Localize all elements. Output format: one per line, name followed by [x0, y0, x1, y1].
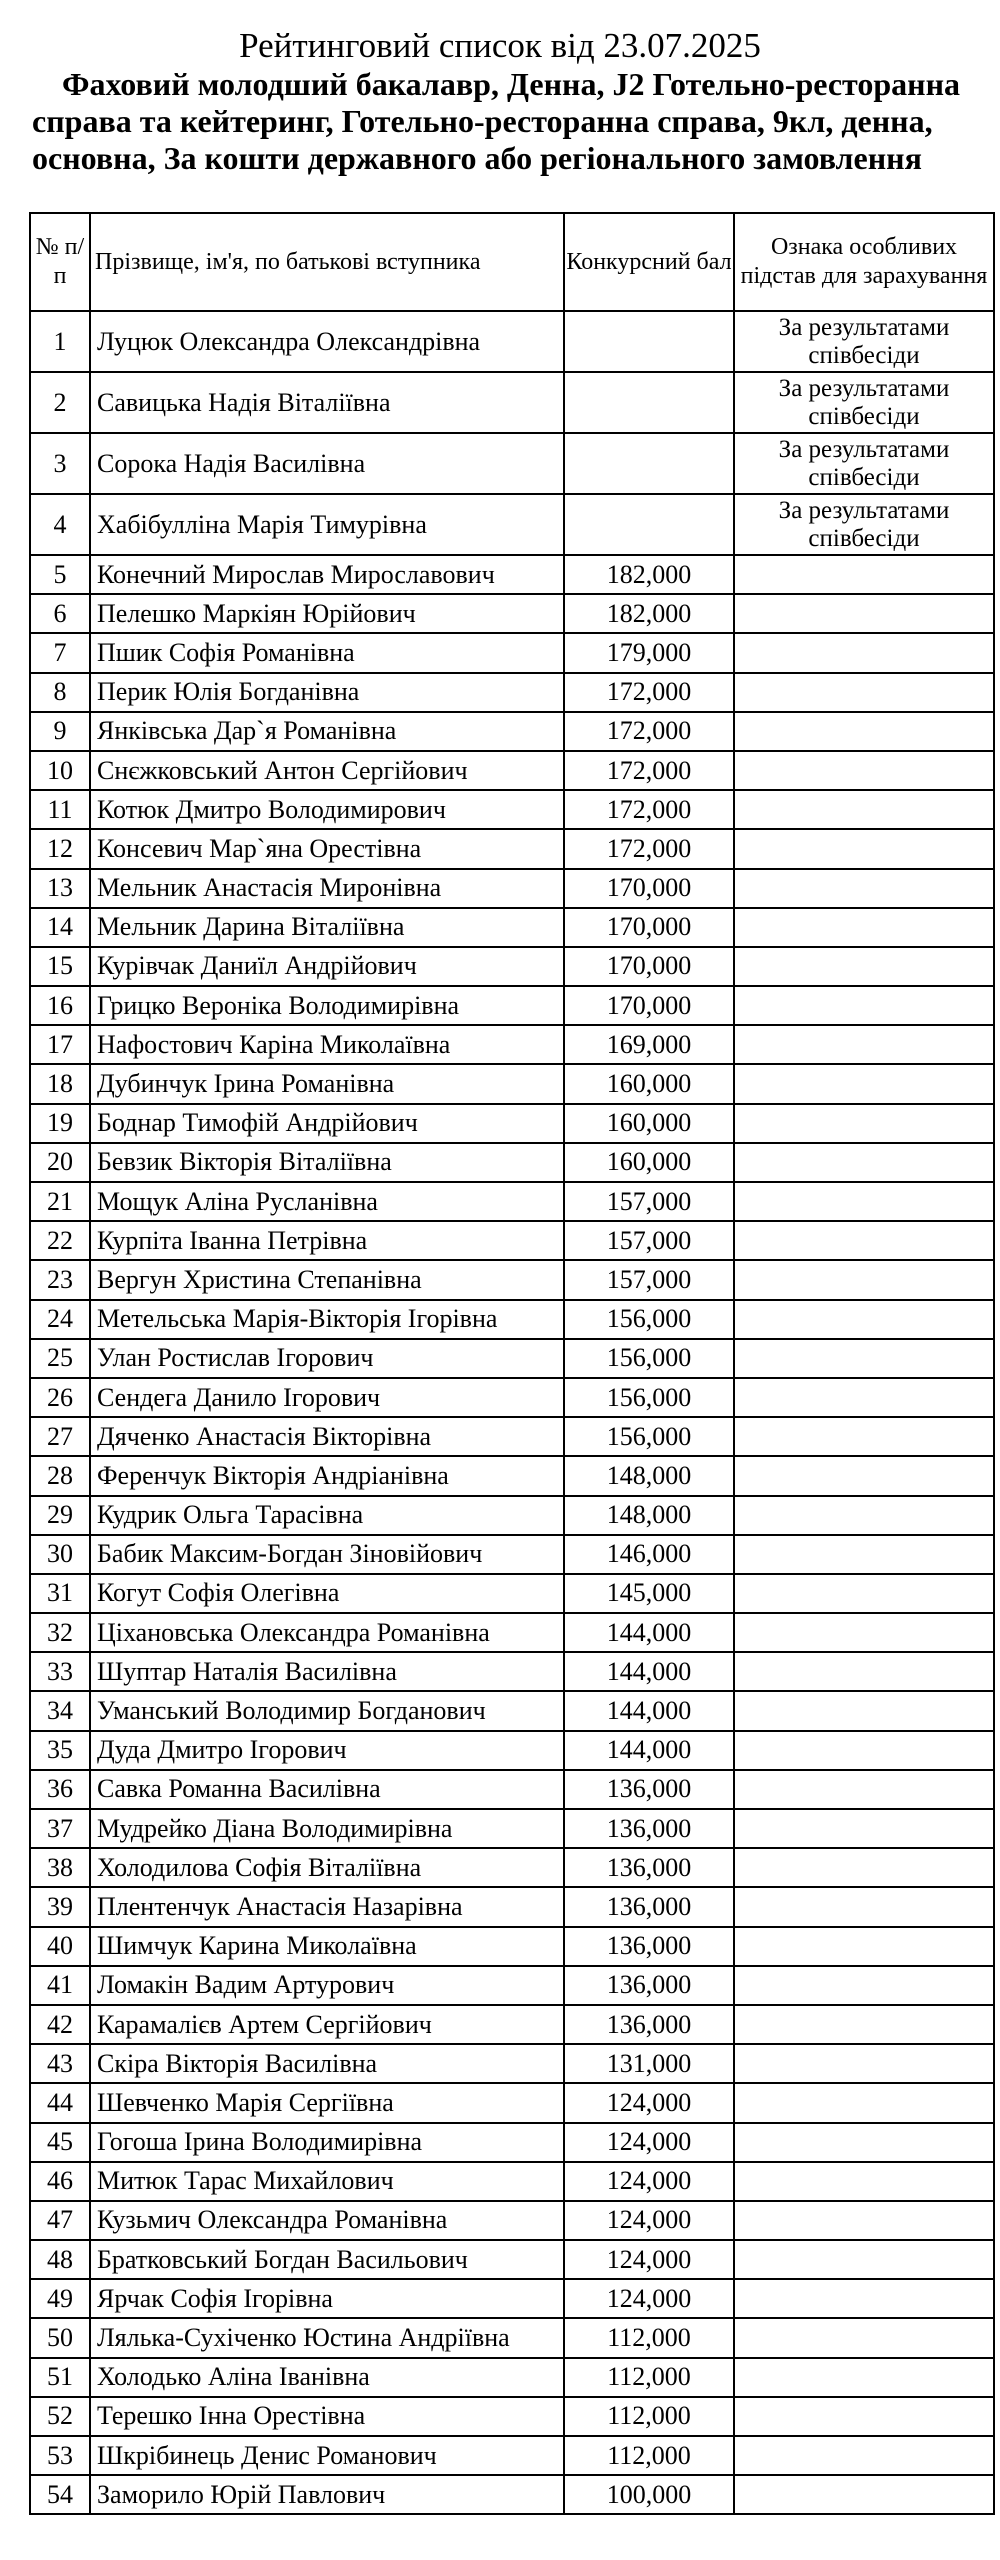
row-number: 24: [30, 1300, 90, 1339]
competition-score: 169,000: [564, 1025, 734, 1064]
row-number: 8: [30, 673, 90, 712]
row-number: 20: [30, 1143, 90, 1182]
special-grounds: [734, 1613, 994, 1652]
special-grounds: [734, 2279, 994, 2318]
table-row: [30, 555, 994, 594]
applicant-name: Карамалієв Артем Сергійович: [90, 2005, 564, 2044]
row-number: 35: [30, 1731, 90, 1770]
special-grounds: [734, 1574, 994, 1613]
competition-score: 170,000: [564, 869, 734, 908]
row-number: 32: [30, 1613, 90, 1652]
row-number: 28: [30, 1456, 90, 1495]
table-row: [30, 2358, 994, 2397]
table-row: [30, 1260, 994, 1299]
table-row: [30, 673, 994, 712]
applicant-name: Шевченко Марія Сергіївна: [90, 2083, 564, 2122]
table-row: [30, 2005, 994, 2044]
special-grounds: [734, 947, 994, 986]
ranking-table: [29, 212, 995, 2515]
row-number: 36: [30, 1770, 90, 1809]
applicant-name: Братковський Богдан Васильович: [90, 2240, 564, 2279]
row-number: 10: [30, 751, 90, 790]
table-row: [30, 1770, 994, 1809]
competition-score: 136,000: [564, 1848, 734, 1887]
applicant-name: Шкрібинець Денис Романович: [90, 2436, 564, 2475]
table-row: [30, 790, 994, 829]
special-grounds: [734, 1300, 994, 1339]
competition-score: 179,000: [564, 633, 734, 672]
applicant-name: Мельник Дарина Віталіївна: [90, 908, 564, 947]
table-row: [30, 2201, 994, 2240]
date-line: Рейтинговий список від 23.07.2025: [239, 26, 761, 65]
competition-score: 144,000: [564, 1613, 734, 1652]
table-row: [30, 1848, 994, 1887]
applicant-name: Перик Юлія Богданівна: [90, 673, 564, 712]
special-grounds: [734, 1417, 994, 1456]
special-grounds: [734, 1848, 994, 1887]
applicant-name: Шуптар Наталія Василівна: [90, 1652, 564, 1691]
special-grounds: [734, 1378, 994, 1417]
row-number: 33: [30, 1652, 90, 1691]
table-row: [30, 1182, 994, 1221]
competition-score: 124,000: [564, 2279, 734, 2318]
applicant-name: Метельська Марія-Вікторія Ігорівна: [90, 1300, 564, 1339]
row-number: 6: [30, 594, 90, 633]
row-number: 26: [30, 1378, 90, 1417]
special-grounds: [734, 1887, 994, 1926]
applicant-name: Нафостович Каріна Миколаївна: [90, 1025, 564, 1064]
competition-score: 145,000: [564, 1574, 734, 1613]
competition-score: 136,000: [564, 1770, 734, 1809]
table-body: [30, 311, 994, 2514]
competition-score: 148,000: [564, 1496, 734, 1535]
applicant-name: Курпіта Іванна Петрівна: [90, 1221, 564, 1260]
row-number: 50: [30, 2318, 90, 2357]
special-grounds: [734, 829, 994, 868]
row-number: 52: [30, 2397, 90, 2436]
competition-score: 156,000: [564, 1300, 734, 1339]
row-number: 16: [30, 986, 90, 1025]
competition-score: 124,000: [564, 2123, 734, 2162]
applicant-name: Грицко Вероніка Володимирівна: [90, 986, 564, 1025]
applicant-name: Савка Романна Василівна: [90, 1770, 564, 1809]
competition-score: 160,000: [564, 1064, 734, 1103]
table-row: [30, 2083, 994, 2122]
table-row: [30, 1496, 994, 1535]
row-number: 13: [30, 869, 90, 908]
header-number: № п/п: [30, 213, 90, 311]
applicant-name: Улан Ростислав Ігорович: [90, 1339, 564, 1378]
special-grounds: [734, 1025, 994, 1064]
special-grounds: [734, 2240, 994, 2279]
table-row: [30, 1652, 994, 1691]
row-number: 9: [30, 712, 90, 751]
applicant-name: Лялька-Сухіченко Юстина Андріївна: [90, 2318, 564, 2357]
competition-score: 131,000: [564, 2044, 734, 2083]
row-number: 7: [30, 633, 90, 672]
table-row: [30, 1613, 994, 1652]
special-grounds: [734, 1221, 994, 1260]
row-number: 19: [30, 1104, 90, 1143]
competition-score: 148,000: [564, 1456, 734, 1495]
special-grounds: [734, 2318, 994, 2357]
special-grounds: [734, 1535, 994, 1574]
row-number: 38: [30, 1848, 90, 1887]
row-number: 41: [30, 1966, 90, 2005]
competition-score: 170,000: [564, 947, 734, 986]
applicant-name: Консевич Мар`яна Орестівна: [90, 829, 564, 868]
competition-score: 182,000: [564, 555, 734, 594]
table-row: [30, 1339, 994, 1378]
row-number: 31: [30, 1574, 90, 1613]
applicant-name: Уманський Володимир Богданович: [90, 1691, 564, 1730]
applicant-name: Хабібулліна Марія Тимурівна: [90, 494, 564, 555]
table-row: [30, 908, 994, 947]
table-row: [30, 1809, 994, 1848]
competition-score: 136,000: [564, 1887, 734, 1926]
table-row: [30, 2240, 994, 2279]
applicant-name: Холодько Аліна Іванівна: [90, 2358, 564, 2397]
applicant-name: Мельник Анастасія Миронівна: [90, 869, 564, 908]
header-name: Прізвище, ім'я, по батькові вступника: [90, 213, 564, 311]
table-row: [30, 1104, 994, 1143]
row-number: 25: [30, 1339, 90, 1378]
row-number: 54: [30, 2475, 90, 2514]
table-row: [30, 1731, 994, 1770]
row-number: 17: [30, 1025, 90, 1064]
row-number: 14: [30, 908, 90, 947]
special-grounds: [734, 2436, 994, 2475]
special-grounds: [734, 2083, 994, 2122]
competition-score: 172,000: [564, 829, 734, 868]
special-grounds: [734, 1770, 994, 1809]
table-row: [30, 633, 994, 672]
table-row: [30, 494, 994, 555]
competition-score: [564, 311, 734, 372]
table-row: [30, 986, 994, 1025]
row-number: 48: [30, 2240, 90, 2279]
applicant-name: Сорока Надія Василівна: [90, 433, 564, 494]
competition-score: 170,000: [564, 986, 734, 1025]
applicant-name: Шимчук Карина Миколаївна: [90, 1927, 564, 1966]
applicant-name: Ціхановська Олександра Романівна: [90, 1613, 564, 1652]
applicant-name: Дяченко Анастасія Вікторівна: [90, 1417, 564, 1456]
competition-score: 136,000: [564, 1809, 734, 1848]
competition-score: 170,000: [564, 908, 734, 947]
table-row: [30, 947, 994, 986]
table-row: [30, 751, 994, 790]
applicant-name: Бабик Максим-Богдан Зіновійович: [90, 1535, 564, 1574]
table-row: [30, 311, 994, 372]
applicant-name: Вергун Христина Степанівна: [90, 1260, 564, 1299]
applicant-name: Ференчук Вікторія Андріанівна: [90, 1456, 564, 1495]
special-grounds: [734, 2123, 994, 2162]
row-number: 21: [30, 1182, 90, 1221]
competition-score: 156,000: [564, 1417, 734, 1456]
competition-score: 124,000: [564, 2240, 734, 2279]
applicant-name: Курівчак Даниїл Андрійович: [90, 947, 564, 986]
table-row: [30, 372, 994, 433]
table-row: [30, 1574, 994, 1613]
row-number: 37: [30, 1809, 90, 1848]
row-number: 22: [30, 1221, 90, 1260]
applicant-name: Митюк Тарас Михайлович: [90, 2162, 564, 2201]
row-number: 34: [30, 1691, 90, 1730]
competition-score: 112,000: [564, 2397, 734, 2436]
special-grounds: [734, 1809, 994, 1848]
applicant-name: Гогоша Ірина Володимирівна: [90, 2123, 564, 2162]
table-row: [30, 1887, 994, 1926]
row-number: 44: [30, 2083, 90, 2122]
applicant-name: Терешко Інна Орестівна: [90, 2397, 564, 2436]
applicant-name: Савицька Надія Віталіївна: [90, 372, 564, 433]
table-row: [30, 1966, 994, 2005]
applicant-name: Ломакін Вадим Артурович: [90, 1966, 564, 2005]
applicant-name: Холодилова Софія Віталіївна: [90, 1848, 564, 1887]
special-grounds: [734, 594, 994, 633]
applicant-name: Ярчак Софія Ігорівна: [90, 2279, 564, 2318]
special-grounds: [734, 2044, 994, 2083]
special-grounds: [734, 1260, 994, 1299]
competition-score: 144,000: [564, 1652, 734, 1691]
row-number: 1: [30, 311, 90, 372]
row-number: 49: [30, 2279, 90, 2318]
applicant-name: Плентенчук Анастасія Назарівна: [90, 1887, 564, 1926]
row-number: 11: [30, 790, 90, 829]
applicant-name: Дуда Дмитро Ігорович: [90, 1731, 564, 1770]
special-grounds: [734, 1966, 994, 2005]
table-row: [30, 1535, 994, 1574]
special-grounds: [734, 1496, 994, 1535]
special-grounds: За результатами співбесіди: [734, 433, 994, 494]
list-heading: Фаховий молодший бакалавр, Денна, J2 Готельно-ресторанна справа та кейтеринг, Готельно-ресторанна справа, 9кл, денна, основна, За кошти державного або регіонального замовлення: [32, 66, 961, 176]
row-number: 23: [30, 1260, 90, 1299]
row-number: 53: [30, 2436, 90, 2475]
row-number: 45: [30, 2123, 90, 2162]
row-number: 47: [30, 2201, 90, 2240]
row-number: 30: [30, 1535, 90, 1574]
applicant-name: Боднар Тимофій Андрійович: [90, 1104, 564, 1143]
special-grounds: [734, 1691, 994, 1730]
competition-score: 172,000: [564, 790, 734, 829]
special-grounds: [734, 1456, 994, 1495]
table-row: [30, 594, 994, 633]
applicant-name: Заморило Юрій Павлович: [90, 2475, 564, 2514]
competition-score: [564, 494, 734, 555]
table-row: [30, 1221, 994, 1260]
special-grounds: [734, 1339, 994, 1378]
applicant-name: Конечний Мирослав Мирославович: [90, 555, 564, 594]
special-grounds: [734, 2358, 994, 2397]
table-row: [30, 2162, 994, 2201]
competition-score: 136,000: [564, 1966, 734, 2005]
competition-score: 156,000: [564, 1378, 734, 1417]
competition-score: 112,000: [564, 2358, 734, 2397]
table-row: [30, 869, 994, 908]
applicant-name: Луцюк Олександра Олександрівна: [90, 311, 564, 372]
row-number: 5: [30, 555, 90, 594]
special-grounds: [734, 1143, 994, 1182]
applicant-name: Снєжковський Антон Сергійович: [90, 751, 564, 790]
table-row: [30, 1456, 994, 1495]
competition-score: 124,000: [564, 2162, 734, 2201]
row-number: 15: [30, 947, 90, 986]
applicant-name: Сендега Данило Ігорович: [90, 1378, 564, 1417]
header-special-grounds: Ознака особливих підстав для зарахування: [734, 213, 994, 311]
table-row: [30, 1378, 994, 1417]
competition-score: 172,000: [564, 673, 734, 712]
special-grounds: [734, 555, 994, 594]
special-grounds: [734, 2201, 994, 2240]
competition-score: 112,000: [564, 2436, 734, 2475]
competition-score: [564, 372, 734, 433]
row-number: 12: [30, 829, 90, 868]
competition-score: 157,000: [564, 1182, 734, 1221]
table-row: [30, 2279, 994, 2318]
row-number: 4: [30, 494, 90, 555]
competition-score: 112,000: [564, 2318, 734, 2357]
applicant-name: Кудрик Ольга Тарасівна: [90, 1496, 564, 1535]
special-grounds: [734, 673, 994, 712]
special-grounds: За результатами співбесіди: [734, 494, 994, 555]
applicant-name: Кузьмич Олександра Романівна: [90, 2201, 564, 2240]
special-grounds: За результатами співбесіди: [734, 372, 994, 433]
special-grounds: [734, 2005, 994, 2044]
table-row: [30, 2044, 994, 2083]
applicant-name: Пшик Софія Романівна: [90, 633, 564, 672]
competition-score: 100,000: [564, 2475, 734, 2514]
table-row: [30, 2123, 994, 2162]
row-number: 43: [30, 2044, 90, 2083]
table-header-row: [30, 213, 994, 311]
applicant-name: Бевзик Вікторія Віталіївна: [90, 1143, 564, 1182]
competition-score: 144,000: [564, 1731, 734, 1770]
header-score: Конкурсний бал: [564, 213, 734, 311]
competition-score: 182,000: [564, 594, 734, 633]
competition-score: 156,000: [564, 1339, 734, 1378]
table-row: [30, 1025, 994, 1064]
competition-score: 146,000: [564, 1535, 734, 1574]
special-grounds: [734, 2397, 994, 2436]
row-number: 29: [30, 1496, 90, 1535]
row-number: 3: [30, 433, 90, 494]
table-row: [30, 1691, 994, 1730]
applicant-name: Дубинчук Ірина Романівна: [90, 1064, 564, 1103]
table-row: [30, 2475, 994, 2514]
competition-score: 157,000: [564, 1260, 734, 1299]
table-row: [30, 2436, 994, 2475]
special-grounds: [734, 1652, 994, 1691]
table-row: [30, 712, 994, 751]
special-grounds: За результатами співбесіди: [734, 311, 994, 372]
competition-score: 136,000: [564, 2005, 734, 2044]
table-row: [30, 1927, 994, 1966]
row-number: 40: [30, 1927, 90, 1966]
table-row: [30, 1300, 994, 1339]
table-row: [30, 433, 994, 494]
competition-score: 172,000: [564, 751, 734, 790]
row-number: 46: [30, 2162, 90, 2201]
competition-score: 160,000: [564, 1104, 734, 1143]
competition-score: 124,000: [564, 2201, 734, 2240]
competition-score: 157,000: [564, 1221, 734, 1260]
table-row: [30, 1143, 994, 1182]
row-number: 2: [30, 372, 90, 433]
applicant-name: Котюк Дмитро Володимирович: [90, 790, 564, 829]
special-grounds: [734, 908, 994, 947]
special-grounds: [734, 1182, 994, 1221]
special-grounds: [734, 751, 994, 790]
special-grounds: [734, 986, 994, 1025]
special-grounds: [734, 790, 994, 829]
row-number: 27: [30, 1417, 90, 1456]
competition-score: 160,000: [564, 1143, 734, 1182]
table-row: [30, 1417, 994, 1456]
special-grounds: [734, 712, 994, 751]
special-grounds: [734, 1104, 994, 1143]
special-grounds: [734, 2162, 994, 2201]
table-row: [30, 1064, 994, 1103]
applicant-name: Мощук Аліна Русланівна: [90, 1182, 564, 1221]
row-number: 18: [30, 1064, 90, 1103]
competition-score: [564, 433, 734, 494]
competition-score: 124,000: [564, 2083, 734, 2122]
applicant-name: Мудрейко Діана Володимирівна: [90, 1809, 564, 1848]
row-number: 39: [30, 1887, 90, 1926]
special-grounds: [734, 1731, 994, 1770]
row-number: 42: [30, 2005, 90, 2044]
special-grounds: [734, 1927, 994, 1966]
special-grounds: [734, 633, 994, 672]
applicant-name: Пелешко Маркіян Юрійович: [90, 594, 564, 633]
competition-score: 136,000: [564, 1927, 734, 1966]
special-grounds: [734, 1064, 994, 1103]
special-grounds: [734, 869, 994, 908]
competition-score: 172,000: [564, 712, 734, 751]
row-number: 51: [30, 2358, 90, 2397]
table-row: [30, 2318, 994, 2357]
applicant-name: Когут Софія Олегівна: [90, 1574, 564, 1613]
special-grounds: [734, 2475, 994, 2514]
table-row: [30, 829, 994, 868]
applicant-name: Янківська Дар`я Романівна: [90, 712, 564, 751]
competition-score: 144,000: [564, 1691, 734, 1730]
applicant-name: Скіра Вікторія Василівна: [90, 2044, 564, 2083]
table-row: [30, 2397, 994, 2436]
